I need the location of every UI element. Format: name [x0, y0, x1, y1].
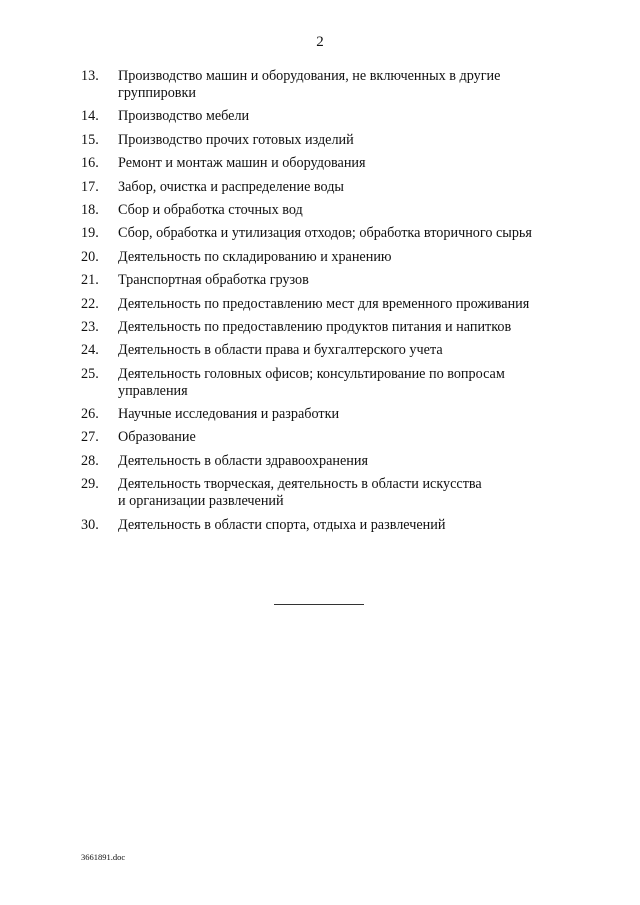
list-item: [81, 272, 571, 289]
list-item: [81, 406, 571, 423]
item-number: 16.: [81, 155, 99, 172]
item-number: 22.: [81, 295, 99, 312]
item-text: Забор, очистка и распределение воды: [118, 178, 344, 195]
item-number: 19.: [81, 225, 99, 242]
item-number: 28.: [81, 452, 99, 469]
item-text: Деятельность головных офисов; консультирование по вопросам управления: [118, 365, 505, 399]
activity-list: [81, 68, 571, 540]
item-number: 27.: [81, 429, 99, 446]
item-text: Деятельность в области спорта, отдыха и развлечений: [118, 516, 446, 533]
item-number: 20.: [81, 248, 99, 265]
item-text: Деятельность по складированию и хранению: [118, 248, 392, 265]
item-number: 15.: [81, 131, 99, 148]
item-number: 26.: [81, 406, 99, 423]
item-text: Сбор, обработка и утилизация отходов; обработка вторичного сырья: [118, 225, 532, 242]
item-number: 25.: [81, 365, 99, 382]
list-item: [81, 296, 571, 313]
item-number: 24.: [81, 342, 99, 359]
item-text: Производство мебели: [118, 108, 250, 125]
list-item: [81, 476, 571, 510]
list-item: [81, 68, 571, 102]
item-text: Ремонт и монтаж машин и оборудования: [118, 155, 366, 172]
item-text: Деятельность по предоставлению продуктов питания и напитков: [118, 318, 512, 335]
item-number: 13.: [81, 68, 99, 84]
item-text: Производство прочих готовых изделий: [118, 131, 354, 148]
item-text: Образование: [118, 429, 196, 446]
list-item: [81, 453, 571, 470]
page-number: 2: [316, 34, 324, 50]
item-text: Деятельность по предоставлению мест для временного проживания: [118, 295, 530, 312]
item-text: Деятельность в области права и бухгалтерского учета: [118, 342, 443, 359]
list-item: [81, 319, 571, 336]
document-reference: 3661891.doc: [81, 852, 126, 862]
item-text: Научные исследования и разработки: [118, 406, 340, 423]
list-item: [81, 517, 571, 534]
item-text: Сбор и обработка сточных вод: [118, 201, 303, 218]
item-number: 30.: [81, 516, 99, 533]
item-number: 17.: [81, 178, 99, 195]
item-number: 21.: [81, 272, 99, 289]
list-item: [81, 155, 571, 172]
item-number: 18.: [81, 201, 99, 218]
list-item: [81, 132, 571, 149]
list-item: [81, 108, 571, 125]
list-item: [81, 202, 571, 219]
list-item: [81, 225, 571, 242]
item-number: 14.: [81, 108, 99, 125]
item-number: 29.: [81, 476, 99, 493]
item-number: 23.: [81, 318, 99, 335]
list-item: [81, 249, 571, 266]
list-item: [81, 179, 571, 196]
item-text: Транспортная обработка грузов: [118, 272, 309, 289]
item-text: Деятельность творческая, деятельность в области искусства и организации развлечений: [118, 476, 482, 510]
item-text: Производство машин и оборудования, не включенных в другие группировки: [118, 68, 501, 101]
end-divider: [274, 604, 364, 605]
list-item: [81, 366, 571, 400]
item-text: Деятельность в области здравоохранения: [118, 452, 368, 469]
list-item: [81, 429, 571, 446]
list-item: [81, 342, 571, 359]
